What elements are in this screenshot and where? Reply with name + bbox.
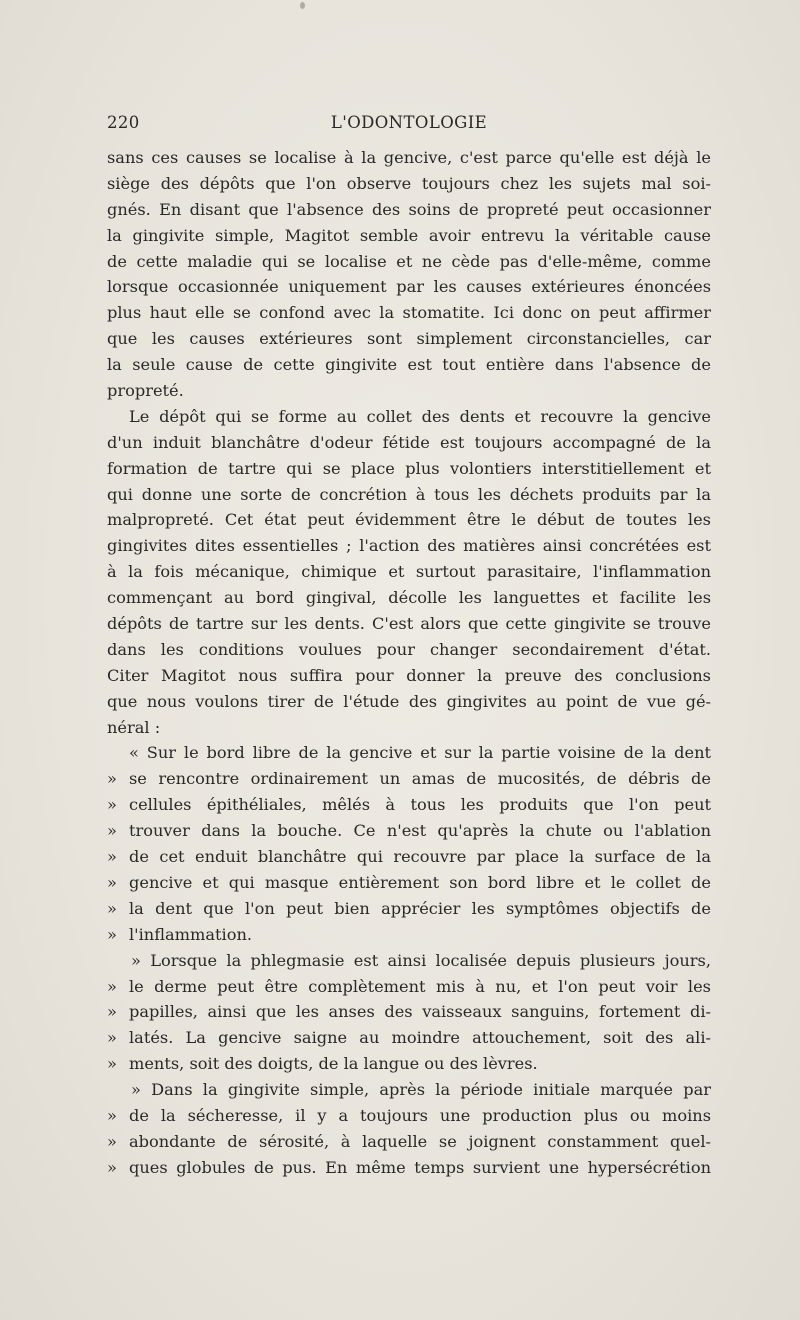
text-line: propreté. <box>107 381 184 401</box>
quote-line-text: l'inflammation. <box>129 924 253 944</box>
text-line: à la fois mécanique, chimique et surtout parasitaire, l'inflammation <box>107 562 711 582</box>
text-line: d'un induit blanchâtre d'odeur fétide est toujours accompagné de la <box>107 432 711 452</box>
text-line: de cette maladie qui se localise et ne cède pas d'elle-même, comme <box>107 251 711 271</box>
quote-line-text: le derme peut être complètement mis à nu, et l'on peut voir les <box>129 976 711 996</box>
text-line: Le dépôt qui se forme au collet des dents et recouvre la gencive <box>129 406 711 426</box>
quote-line <box>107 870 711 896</box>
quote-line <box>107 766 711 792</box>
quote-line <box>107 818 711 844</box>
quote-line <box>107 1103 711 1129</box>
quote-line <box>107 974 711 1000</box>
guillemet-mark: » <box>107 1131 117 1151</box>
quote-line <box>107 1051 711 1077</box>
page-number: 220 <box>107 113 140 132</box>
quote-line <box>107 844 711 870</box>
quote-line: » Dans la gingivite simple, après la période initiale marquée par <box>131 1080 711 1100</box>
text-line: formation de tartre qui se place plus volontiers interstitiellement et <box>107 458 711 478</box>
quote-line-text: de la sécheresse, il y a toujours une production plus ou moins <box>129 1105 711 1125</box>
quote-line <box>107 922 711 948</box>
guillemet-mark: » <box>107 872 117 892</box>
text-line: siège des dépôts que l'on observe toujours chez les sujets mal soi- <box>107 173 711 193</box>
quote-line-text: ques globules de pus. En même temps survient une hypersécrétion <box>129 1157 711 1177</box>
running-title: L'ODONTOLOGIE <box>330 113 488 132</box>
quote-line: « Sur le bord libre de la gencive et sur la partie voisine de la dent <box>129 743 711 763</box>
quote-line-text: papilles, ainsi que les anses des vaisseaux sanguins, fortement di- <box>129 1002 711 1022</box>
guillemet-mark: » <box>107 795 117 815</box>
quote-line-text: de cet enduit blanchâtre qui recouvre par place la surface de la <box>129 847 711 867</box>
guillemet-mark: » <box>107 976 117 996</box>
quote-line-text: trouver dans la bouche. Ce n'est qu'après la chute ou l'ablation <box>129 821 711 841</box>
quote-line-text: cellules épithéliales, mêlés à tous les produits que l'on peut <box>129 795 711 815</box>
text-line: malpropreté. Cet état peut évidemment être le début de toutes les <box>107 510 711 530</box>
text-line: qui donne une sorte de concrétion à tous les déchets produits par la <box>107 484 711 504</box>
body-text <box>107 145 711 1181</box>
guillemet-mark: » <box>107 1002 117 1022</box>
guillemet-mark: » <box>107 821 117 841</box>
text-line: gingivites dites essentielles ; l'action des matières ainsi concrétées est <box>107 536 711 556</box>
guillemet-mark: » <box>107 1028 117 1048</box>
guillemet-mark: » <box>107 847 117 867</box>
text-line: la seule cause de cette gingivite est tout entière dans l'absence de <box>107 355 711 375</box>
quote-line <box>107 792 711 818</box>
quote-line-text: abondante de sérosité, à laquelle se joignent constamment quel- <box>129 1131 711 1151</box>
text-line: sans ces causes se localise à la gencive, c'est parce qu'elle est déjà le <box>107 148 711 167</box>
quote-line <box>107 896 711 922</box>
quote-line-text: gencive et qui masque entièrement son bord libre et le collet de <box>129 872 711 892</box>
paper-speck <box>300 2 305 9</box>
quote-line <box>107 1129 711 1155</box>
quote-line-text: se rencontre ordinairement un amas de mucosités, de débris de <box>129 769 711 789</box>
text-line: commençant au bord gingival, décolle les languettes et facilite les <box>107 588 711 608</box>
text-line: gnés. En disant que l'absence des soins de propreté peut occasionner <box>107 199 711 219</box>
text-line: Citer Magitot nous suffira pour donner la preuve des conclusions <box>107 665 711 685</box>
quote-line: » Lorsque la phlegmasie est ainsi localisée depuis plusieurs jours, <box>131 950 711 970</box>
quote-line-text: ments, soit des doigts, de la langue ou des lèvres. <box>129 1054 538 1074</box>
quote-line <box>107 1155 711 1181</box>
quote-line <box>107 1025 711 1051</box>
text-line: dépôts de tartre sur les dents. C'est alors que cette gingivite se trouve <box>107 614 711 634</box>
quote-line-text: la dent que l'on peut bien apprécier les symptômes objectifs de <box>129 898 711 918</box>
text-line: la gingivite simple, Magitot semble avoir entrevu la véritable cause <box>107 225 711 245</box>
text-line: néral : <box>107 717 161 737</box>
guillemet-mark: » <box>107 1157 117 1177</box>
quote-line-text: latés. La gencive saigne au moindre attouchement, soit des ali- <box>129 1028 711 1048</box>
quote-line <box>107 999 711 1025</box>
page-header <box>107 113 711 139</box>
guillemet-mark: » <box>107 769 117 789</box>
text-line: que les causes extérieures sont simplement circonstancielles, car <box>107 329 711 349</box>
text-line: lorsque occasionnée uniquement par les causes extérieures énoncées <box>107 277 711 297</box>
text-line: plus haut elle se confond avec la stomatite. Ici donc on peut affirmer <box>107 303 711 323</box>
guillemet-mark: » <box>107 1054 117 1074</box>
text-line: que nous voulons tirer de l'étude des gingivites au point de vue gé- <box>107 691 711 711</box>
guillemet-mark: » <box>107 924 117 944</box>
guillemet-mark: » <box>107 898 117 918</box>
text-line: dans les conditions voulues pour changer secondairement d'état. <box>107 639 711 659</box>
guillemet-mark: » <box>107 1105 117 1125</box>
